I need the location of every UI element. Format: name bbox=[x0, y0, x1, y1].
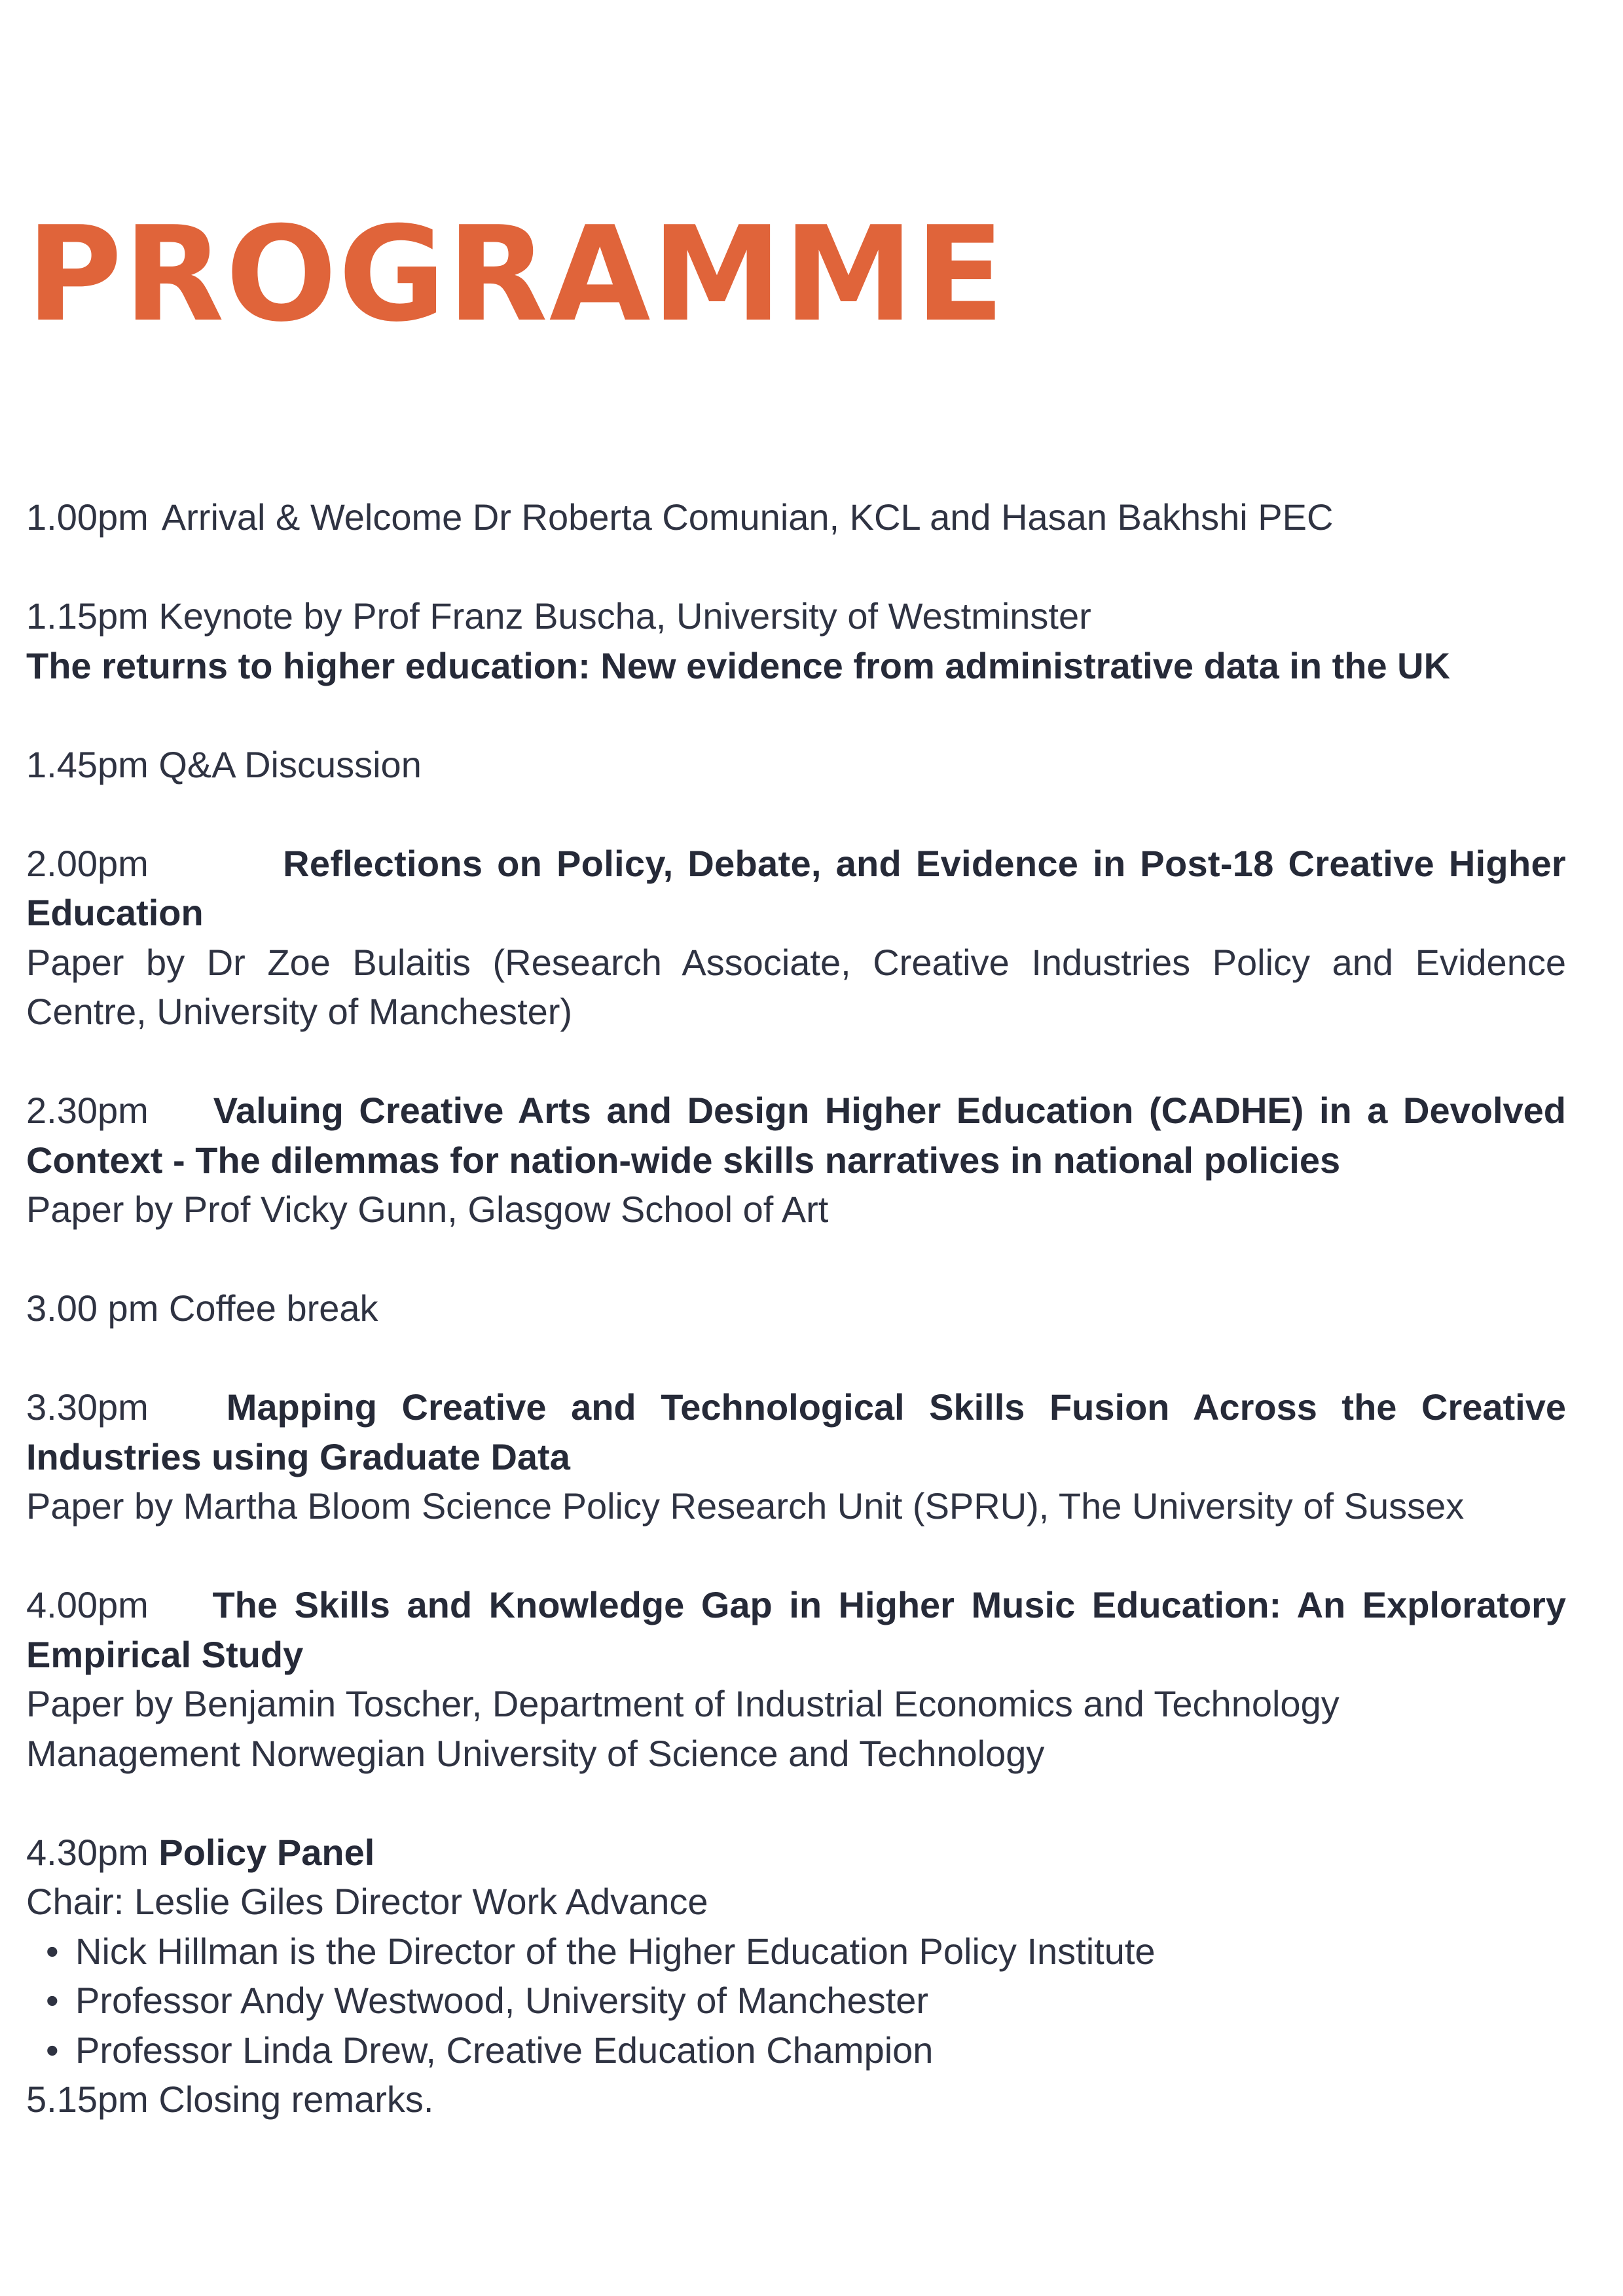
list-item bbox=[26, 1976, 1566, 2026]
schedule-item-cadhe bbox=[26, 1086, 1566, 1234]
item-title: The Skills and Knowledge Gap in Higher Music Education: An Exploratory bbox=[212, 1584, 1566, 1625]
schedule-item-qa bbox=[26, 740, 1566, 790]
bullet-icon: • bbox=[46, 1980, 59, 2021]
item-title-cont: Empirical Study bbox=[26, 1633, 304, 1675]
schedule-item-coffee bbox=[26, 1284, 1566, 1333]
panelist-name: Nick Hillman is the Director of the Higher Education Policy Institute bbox=[75, 1930, 1156, 1972]
item-title: Valuing Creative Arts and Design Higher Education (CADHE) in a Devolved bbox=[213, 1090, 1566, 1131]
item-time: 2.30pm bbox=[26, 1090, 149, 1131]
schedule-item-music bbox=[26, 1580, 1566, 1778]
schedule-item-reflections bbox=[26, 839, 1577, 1037]
schedule-item-keynote bbox=[26, 591, 1566, 690]
closing-remarks: 5.15pm Closing remarks. bbox=[26, 2079, 434, 2120]
bullet-icon: • bbox=[46, 1930, 59, 1972]
item-text: Keynote by Prof Franz Buscha, University of Westminster bbox=[158, 595, 1091, 637]
panelist-name: Professor Linda Drew, Creative Education Champion bbox=[75, 2029, 934, 2071]
item-text: Paper by Prof Vicky Gunn, Glasgow School of Art bbox=[26, 1189, 829, 1230]
item-text: Coffee break bbox=[168, 1287, 378, 1329]
item-time: 2.00pm bbox=[26, 842, 149, 884]
item-text: Arrival & Welcome Dr Roberta Comunian, KCL and Hasan Bakhshi PEC bbox=[161, 496, 1334, 538]
item-time: 1.15pm bbox=[26, 595, 149, 637]
item-time: 1.00pm bbox=[26, 496, 149, 538]
panel-chair: Chair: Leslie Giles Director Work Advance bbox=[26, 1881, 708, 1922]
item-text-cont: Management Norwegian University of Science and Technology bbox=[26, 1732, 1045, 1774]
schedule-item-mapping bbox=[26, 1382, 1566, 1531]
schedule-item-welcome bbox=[26, 492, 1566, 542]
panelist-name: Professor Andy Westwood, University of Manchester bbox=[75, 1980, 929, 2021]
item-title: Reflections on Policy, Debate, and Evidence in Post-18 Creative Higher bbox=[283, 842, 1566, 884]
panelist-list bbox=[26, 1927, 1566, 2075]
item-text: Paper by Benjamin Toscher, Department of Industrial Economics and Technology bbox=[26, 1683, 1340, 1724]
item-time: 1.45pm bbox=[26, 743, 149, 785]
list-item bbox=[26, 2026, 1566, 2075]
page-title: PROGRAMME bbox=[26, 198, 1006, 351]
item-title: Mapping Creative and Technological Skills Fusion Across the Creative bbox=[226, 1386, 1566, 1428]
programme-schedule bbox=[26, 492, 1577, 2124]
item-title-cont: Education bbox=[26, 892, 204, 933]
item-time: 3.00 pm bbox=[26, 1287, 159, 1329]
item-title-cont: Context - The dilemmas for nation-wide skills narratives in national policies bbox=[26, 1139, 1341, 1181]
item-title: The returns to higher education: New evidence from administrative data in the UK bbox=[26, 644, 1451, 686]
list-item bbox=[26, 1927, 1566, 1976]
item-time: 3.30pm bbox=[26, 1386, 149, 1428]
item-title-cont: Industries using Graduate Data bbox=[26, 1435, 570, 1477]
item-title: Policy Panel bbox=[158, 1831, 375, 1873]
item-time: 4.30pm bbox=[26, 1831, 149, 1873]
item-text: Paper by Martha Bloom Science Policy Research Unit (SPRU), The University of Sussex bbox=[26, 1485, 1465, 1527]
item-text: Q&A Discussion bbox=[158, 743, 422, 785]
bullet-icon: • bbox=[46, 2029, 59, 2071]
item-time: 4.00pm bbox=[26, 1584, 149, 1625]
item-text: Paper by Dr Zoe Bulaitis (Research Associate, Creative Industries Policy and Evidence Centre, University of Manchester) bbox=[26, 941, 1577, 1032]
schedule-item-policy-panel bbox=[26, 1828, 1566, 2124]
